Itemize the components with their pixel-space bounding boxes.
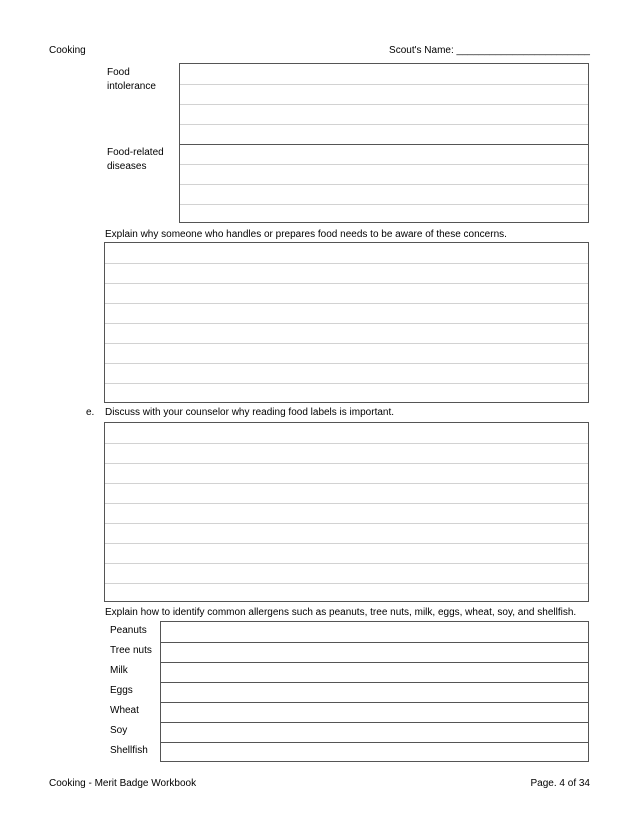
explain-concerns-answer-box[interactable] (104, 242, 589, 403)
header-title: Cooking (49, 45, 86, 56)
food-intolerance-label: Food intolerance (107, 67, 156, 92)
allergens-prompt: Explain how to identify common allergens such as peanuts, tree nuts, milk, eggs, wheat, soy, and shellfish. (105, 607, 577, 618)
item-e-letter: e. (86, 407, 95, 418)
food-labels-answer-box[interactable] (104, 422, 589, 602)
allergen-label-shellfish: Shellfish (110, 745, 148, 756)
explain-concerns-prompt: Explain why someone who handles or prepares food needs to be aware of these concerns. (105, 229, 507, 240)
food-related-diseases-label: Food-related diseases (107, 147, 164, 172)
scout-name-field: Scout's Name: ________________________ (389, 45, 590, 56)
allergen-label-tree-nuts: Tree nuts (110, 645, 152, 656)
allergen-label-eggs: Eggs (110, 685, 133, 696)
allergens-answer-box[interactable] (160, 621, 589, 762)
item-e-prompt: Discuss with your counselor why reading food labels is important. (105, 407, 395, 418)
allergen-label-wheat: Wheat (110, 705, 139, 716)
allergen-label-milk: Milk (110, 665, 128, 676)
footer-title: Cooking - Merit Badge Workbook (49, 778, 197, 789)
concerns-answer-box[interactable] (179, 63, 589, 223)
page-number: Page. 4 of 34 (530, 778, 590, 789)
allergen-label-peanuts: Peanuts (110, 625, 147, 636)
allergen-label-soy: Soy (110, 725, 128, 736)
